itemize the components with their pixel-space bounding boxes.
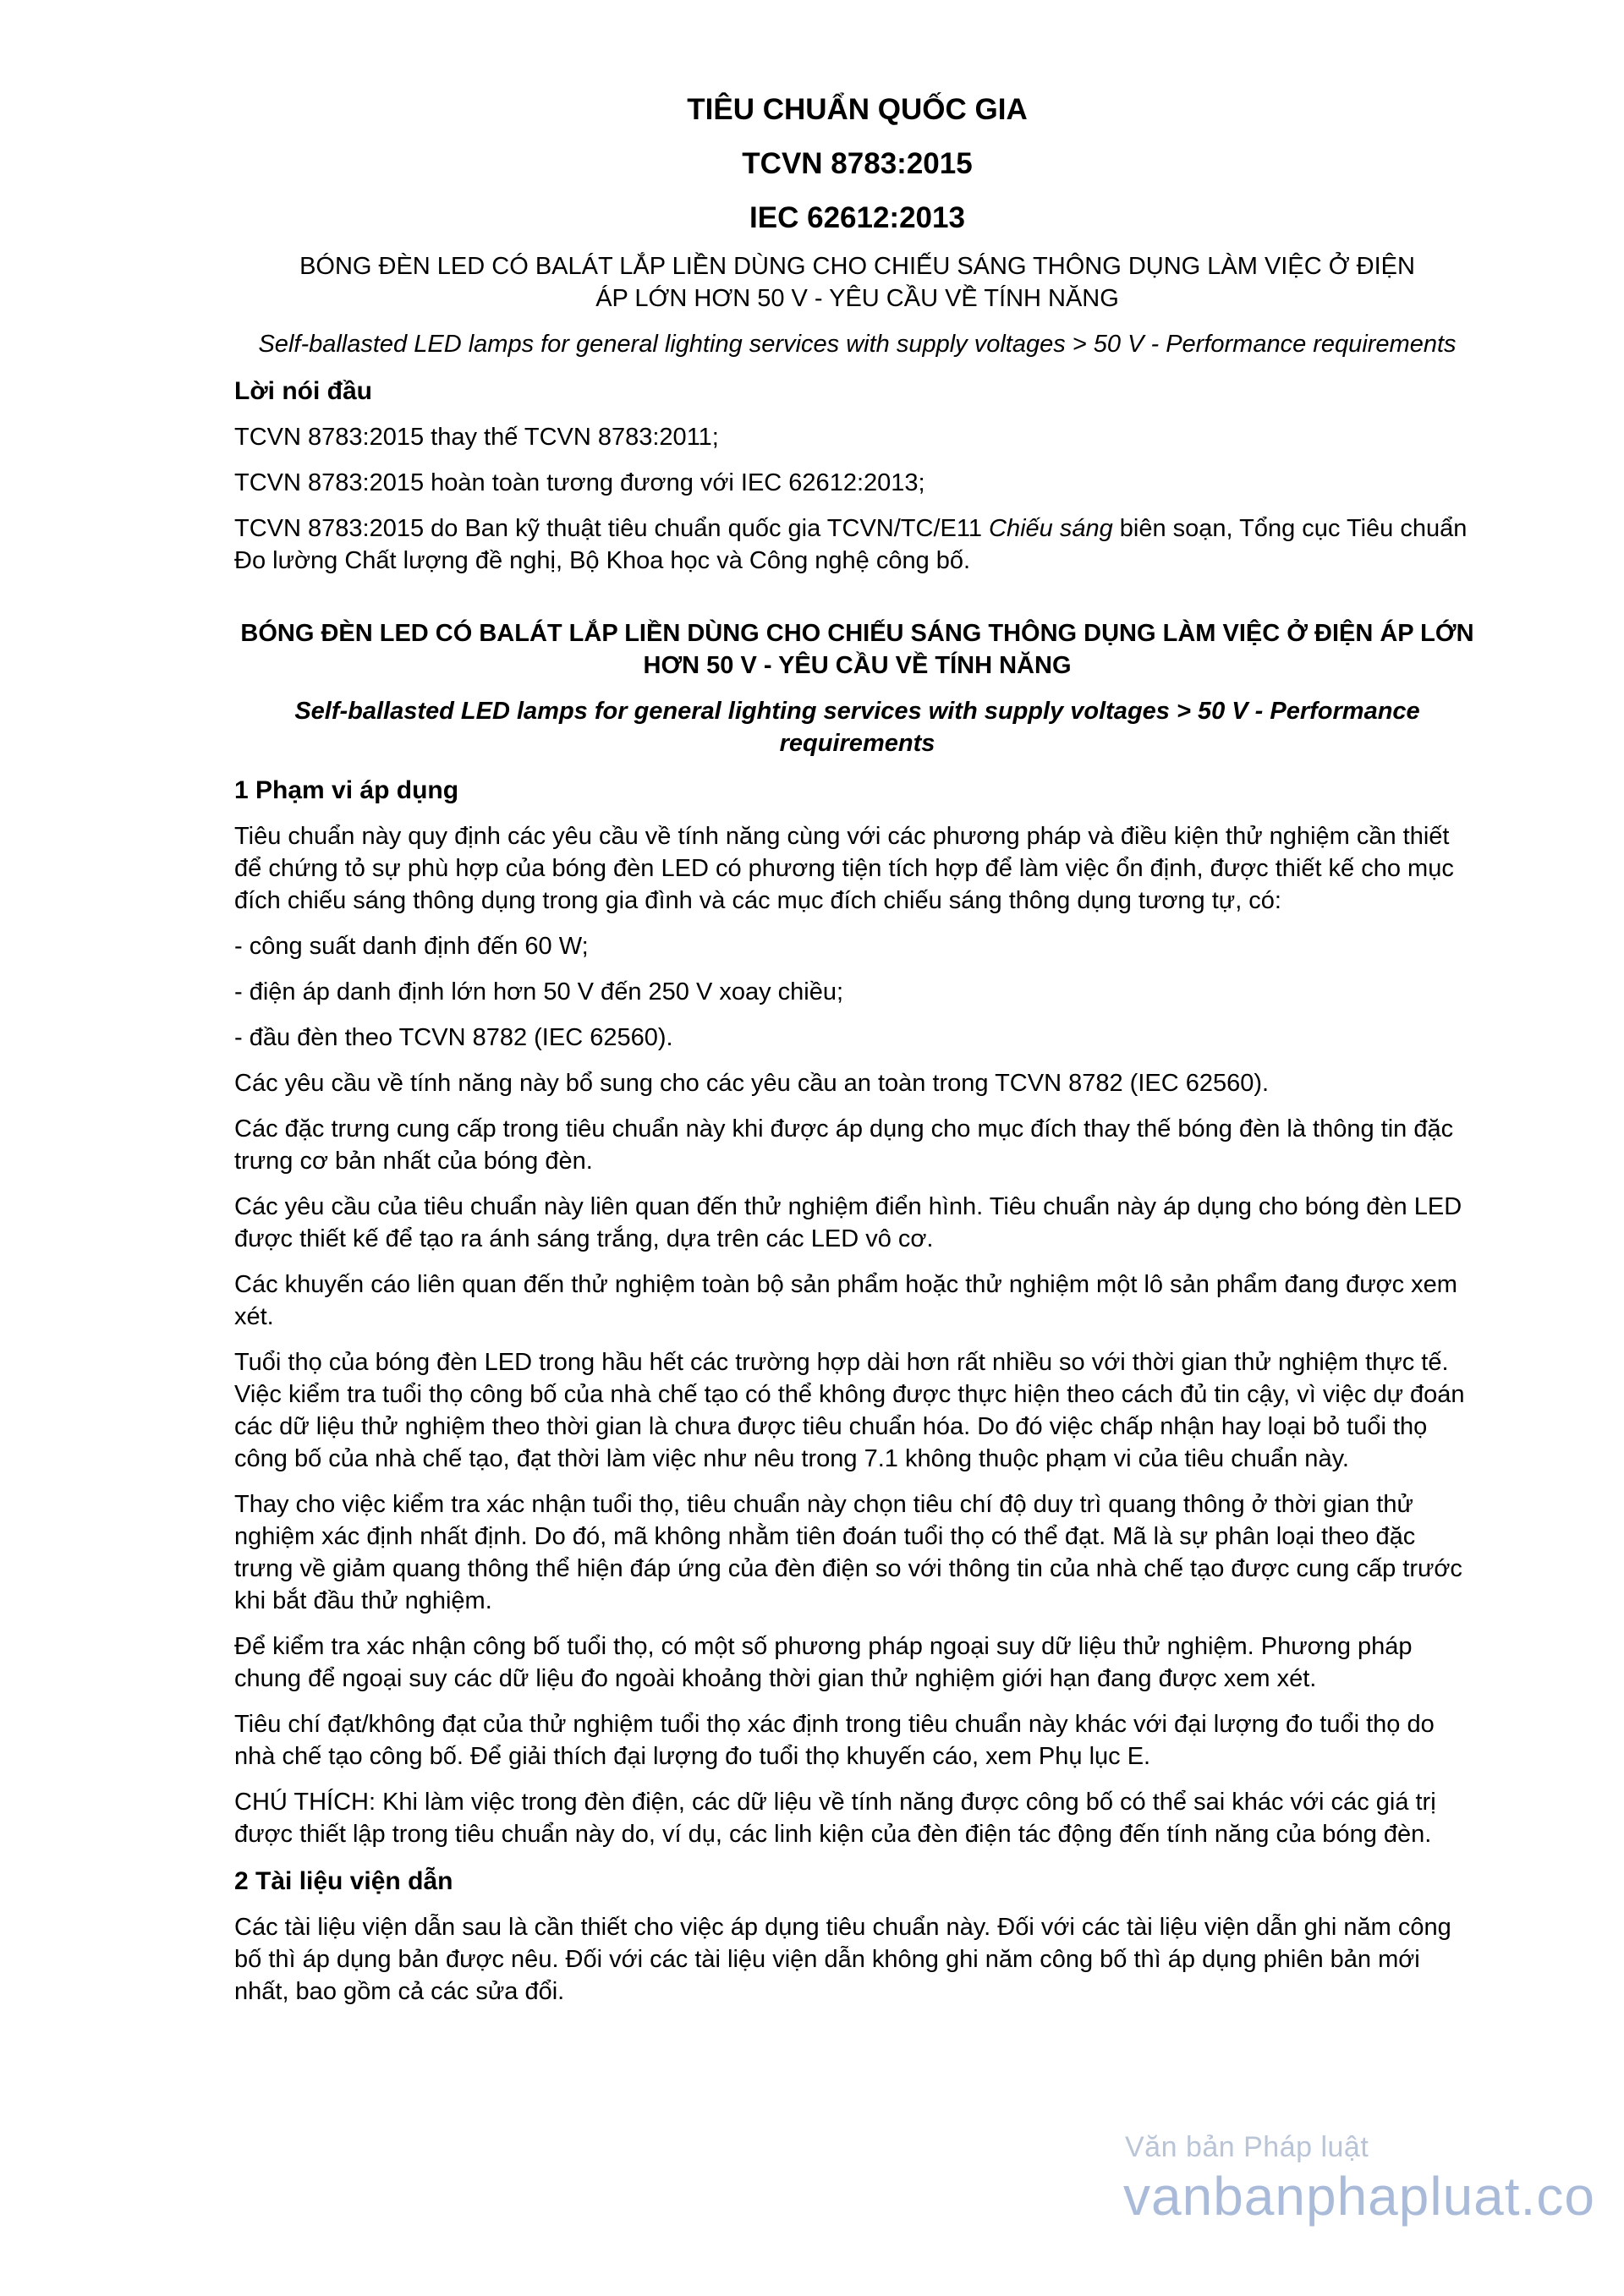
iec-number: IEC 62612:2013 [749, 201, 965, 234]
foreword-paragraph: TCVN 8783:2015 thay thế TCVN 8783:2011; [234, 424, 719, 451]
foreword-text: biên soạn, Tổng cục Tiêu chuẩn Đo lường Chất lượng đề nghị, Bộ Khoa học và Công nghệ công bố. [234, 515, 1468, 574]
section-1-paragraph: Tiêu chuẩn này quy định các yêu cầu về tính năng cùng với các phương pháp và điều kiện thử nghiệm cần thiết để chứng tỏ sự phù hợp của bóng đèn LED có phương tiện tích hợp để làm việc ổn định, được thiết kế cho mục đích chiếu sáng thông dụng trong gia đình và các mục đích chiếu sáng thông dụng tương tự, có: [234, 823, 1454, 914]
section-1-heading: 1 Phạm vi áp dụng [234, 776, 459, 804]
section-1-paragraph: Tiêu chí đạt/không đạt của thử nghiệm tuổi thọ xác định trong tiêu chuẩn này khác với đại lượng đo tuổi thọ do nhà chế tạo công bố. Để giải thích đại lượng đo tuổi thọ khuyến cáo, xem Phụ lục E. [234, 1711, 1435, 1770]
section-1-paragraph: Các yêu cầu về tính năng này bổ sung cho các yêu cầu an toàn trong TCVN 8782 (IEC 62560). [234, 1070, 1270, 1097]
standard-number: TCVN 8783:2015 [742, 147, 973, 180]
section-1-paragraph: Các khuyến cáo liên quan đến thử nghiệm toàn bộ sản phẩm hoặc thử nghiệm một lô sản phẩm đang được xem xét. [234, 1271, 1457, 1330]
foreword-paragraph [234, 512, 1480, 577]
section-1-paragraph: Tuổi thọ của bóng đèn LED trong hầu hết các trường hợp dài hơn rất nhiều so với thời gian thử nghiệm thực tế. Việc kiểm tra tuổi thọ công bố của nhà chế tạo có thể không được thực hiện theo cách đủ tin cậy, vì việc dự đoán các dữ liệu thử nghiệm theo thời gian là chưa được tiêu chuẩn hóa. Do đó việc chấp nhận hay loại bỏ tuổi thọ công bố của nhà chế tạo, đạt thời làm việc như nêu trong 7.1 không thuộc phạm vi của tiêu chuẩn này. [234, 1349, 1465, 1472]
section-1-note: CHÚ THÍCH: Khi làm việc trong đèn điện, các dữ liệu về tính năng được công bố có thể sai khác với các giá trị được thiết lập trong tiêu chuẩn này do, ví dụ, các linh kiện của đèn điện tác động đến tính năng của bóng đèn. [234, 1789, 1436, 1848]
document-subtitle-vi: BÓNG ĐÈN LED CÓ BALÁT LẮP LIỀN DÙNG CHO CHIẾU SÁNG THÔNG DỤNG LÀM VIỆC Ở ĐIỆN ÁP LỚN HƠN 50 V - YÊU CẦU VỀ TÍNH NĂNG [299, 253, 1415, 312]
section-1-paragraph: Các yêu cầu của tiêu chuẩn này liên quan đến thử nghiệm điển hình. Tiêu chuẩn này áp dụng cho bóng đèn LED được thiết kế để tạo ra ánh sáng trắng, dựa trên các LED vô cơ. [234, 1193, 1462, 1252]
section-1-paragraph: Thay cho việc kiểm tra xác nhận tuổi thọ, tiêu chuẩn này chọn tiêu chí độ duy trì quang thông ở thời gian thử nghiệm xác định nhất định. Do đó, mã không nhằm tiên đoán tuổi thọ có thể đạt. Mã là sự phân loại theo đặc trưng về giảm quang thông thể hiện đáp ứng của đèn điện so với thông tin của nhà chế tạo được cung cấp trước khi bắt đầu thử nghiệm. [234, 1491, 1462, 1614]
watermark-site-name: Văn bản Pháp luật [1125, 2131, 1369, 2163]
national-standard-title: TIÊU CHUẨN QUỐC GIA [687, 93, 1028, 126]
watermark-site-url: vanbanphapluat.co [1123, 2166, 1595, 2227]
foreword-text: TCVN 8783:2015 do Ban kỹ thuật tiêu chuẩn quốc gia TCVN/TC/E11 [234, 515, 990, 542]
body-title-vi: BÓNG ĐÈN LED CÓ BALÁT LẮP LIỀN DÙNG CHO CHIẾU SÁNG THÔNG DỤNG LÀM VIỆC Ở ĐIỆN ÁP LỚN HƠN 50 V - YÊU CẦU VỀ TÍNH NĂNG [240, 620, 1474, 679]
section-1-list-item: - điện áp danh định lớn hơn 50 V đến 250 V xoay chiều; [234, 978, 844, 1006]
document-page [234, 85, 1480, 2008]
section-2-paragraph: Các tài liệu viện dẫn sau là cần thiết cho việc áp dụng tiêu chuẩn này. Đối với các tài liệu viện dẫn ghi năm công bố thì áp dụng bản được nêu. Đối với các tài liệu viện dẫn không ghi năm công bố thì áp dụng phiên bản mới nhất, bao gồm cả các sửa đổi. [234, 1914, 1451, 2005]
foreword-heading: Lời nói đầu [234, 377, 372, 405]
section-1-list-item: - công suất danh định đến 60 W; [234, 933, 589, 960]
body-title-en: Self-ballasted LED lamps for general lighting services with supply voltages > 50 V - Performance requirements [294, 698, 1420, 757]
document-subtitle-en: Self-ballasted LED lamps for general lighting services with supply voltages > 50 V - Performance requirements [258, 331, 1457, 358]
section-1-paragraph: Các đặc trưng cung cấp trong tiêu chuẩn này khi được áp dụng cho mục đích thay thế bóng đèn là thông tin đặc trưng cơ bản nhất của bóng đèn. [234, 1115, 1454, 1175]
section-2-heading: 2 Tài liệu viện dẫn [234, 1867, 453, 1895]
foreword-paragraph: TCVN 8783:2015 hoàn toàn tương đương với IEC 62612:2013; [234, 469, 925, 496]
foreword-italic-text: Chiếu sáng [989, 515, 1113, 542]
section-1-paragraph: Để kiểm tra xác nhận công bố tuổi thọ, có một số phương pháp ngoại suy dữ liệu thử nghiệm. Phương pháp chung để ngoại suy các dữ liệu đo ngoài khoảng thời gian thử nghiệm giới hạn đang được xem xét. [234, 1633, 1413, 1692]
section-1-list-item: - đầu đèn theo TCVN 8782 (IEC 62560). [234, 1024, 673, 1051]
